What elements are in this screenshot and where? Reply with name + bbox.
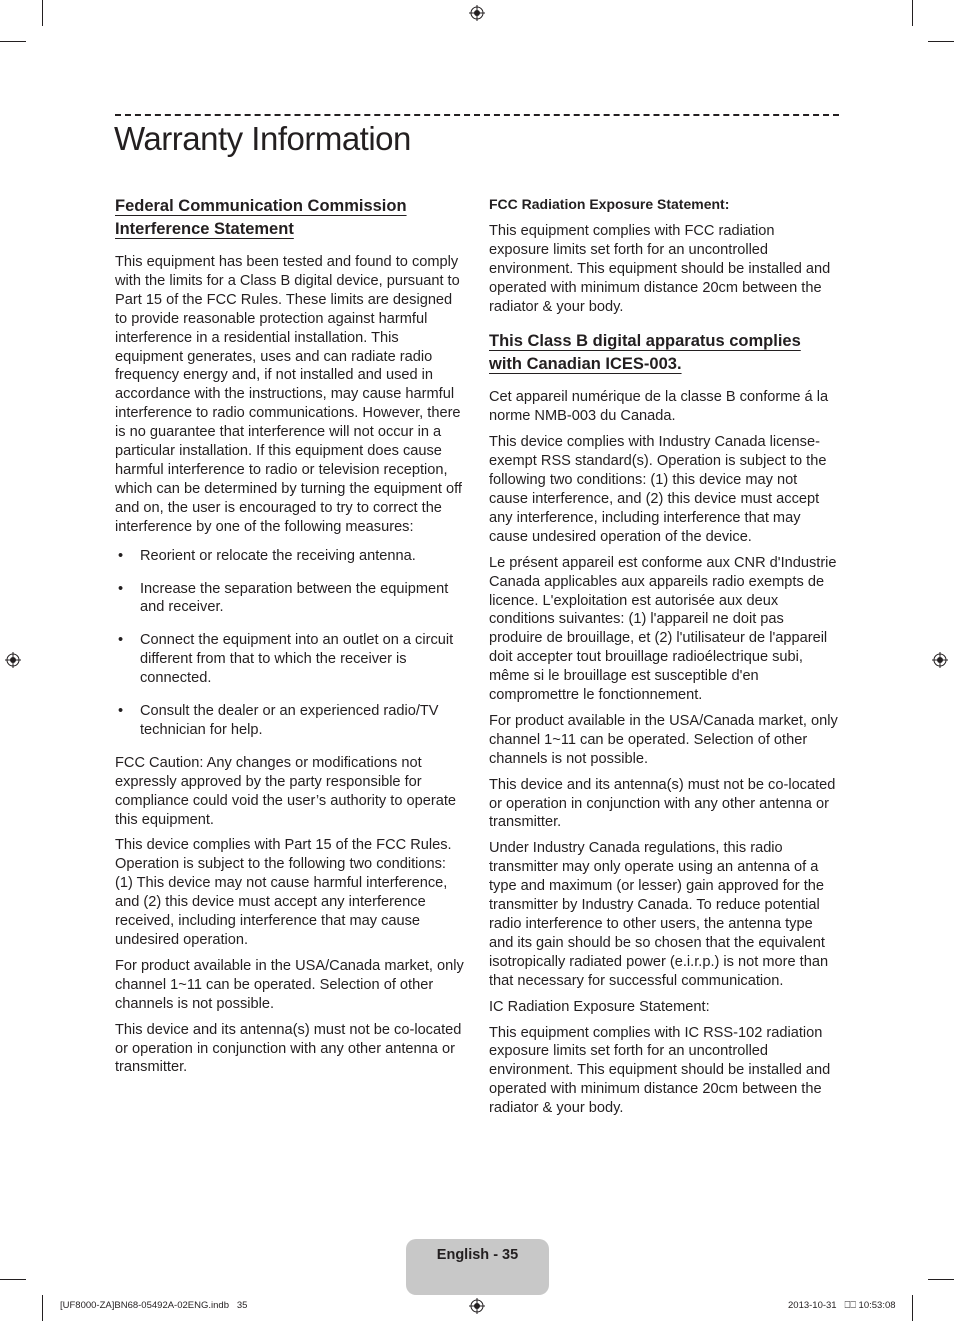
- page-title: Warranty Information: [114, 120, 411, 157]
- cnr-paragraph: Le présent appareil est conforme aux CNR d'Industrie Canada applicables aux appareils radio exempts de licence. L'exploitation est autorisée aux deux conditions suivantes: (1) l'appareil ne doit pas produire de brouillage, et (2) l'utilisateur de l'appareil doit accepter tout brouillage radioélectrique subi, même si le brouillage est susceptible d'en compromettre le fonctionnement.: [489, 554, 837, 704]
- crop-mark: [0, 1279, 26, 1280]
- fcc-intro-paragraph: This equipment has been tested and found to comply with the limits for a Class B digital device, pursuant to Part 15 of the FCC Rules. These limits are designed to provide reasonable protection against harmful interference in a residential installation. This equipment generates, uses and can radiate radio frequency energy and, if not installed and used in accordance with the instructions, may cause harmful interference to radio communications. However, there is no guarantee that interference will not occur in a particular installation. If this equipment does cause harmful interference to radio or television reception, which can be determined by turning the equipment off and on, the user is encouraged to try to correct the interference by one of the following measures:: [115, 254, 462, 535]
- crop-mark: [912, 0, 913, 26]
- registration-mark-icon: [5, 652, 21, 668]
- print-timestamp: 2013-10-31 ⎕⎕ 10:53:08: [788, 1300, 896, 1311]
- right-column: [489, 195, 838, 1125]
- fcc-interference-heading: Federal Communication Commission Interference Statement: [115, 197, 407, 238]
- channel-paragraph: For product available in the USA/Canada market, only channel 1~11 can be operated. Selection of other channels is not possible.: [489, 712, 838, 767]
- crop-mark: [928, 41, 954, 42]
- registration-mark-icon: [469, 5, 485, 21]
- industry-canada-paragraph: Under Industry Canada regulations, this radio transmitter may only operate using an antenna of a type and maximum (or lesser) gain approved for the transmitter by Industry Canada. To reduce potential radio interference to other users, the antenna type and its gain should be so chosen that the equivalent isotropically radiated power (e.i.r.p.) is not more than that necessary for successful communication.: [489, 840, 829, 989]
- title-divider: [115, 114, 839, 116]
- ic-radiation-paragraph: This equipment complies with IC RSS-102 radiation exposure limits set forth for an uncontrolled environment. This equipment should be installed and operated with minimum distance 20cm between the radiator & your body.: [489, 1024, 831, 1117]
- page-number-tab: [406, 1239, 549, 1295]
- fcc-radiation-paragraph: This equipment complies with FCC radiation exposure limits set forth for an uncontrolled environment. This equipment should be installed and operated with minimum distance 20cm between the radiator & your body.: [489, 222, 831, 315]
- ic-radiation-subheading: IC Radiation Exposure Statement:: [489, 998, 710, 1015]
- crop-mark: [928, 1279, 954, 1280]
- fcc-radiation-subheading: FCC Radiation Exposure Statement:: [489, 196, 730, 212]
- file-info: [UF8000-ZA]BN68-05492A-02ENG.indb 35: [60, 1300, 248, 1311]
- antenna-paragraph: This device and its antenna(s) must not be co-located or operation in conjunction with any other antenna or transmitter.: [115, 1021, 462, 1076]
- channel-paragraph: For product available in the USA/Canada market, only channel 1~11 can be operated. Selection of other channels is not possible.: [115, 957, 464, 1012]
- crop-mark: [912, 1295, 913, 1321]
- crop-mark: [42, 0, 43, 26]
- fcc-caution-paragraph: FCC Caution: Any changes or modifications not expressly approved by the party responsible for compliance could void the user’s authority to operate this equipment.: [115, 754, 456, 828]
- registration-mark-icon: [469, 1298, 485, 1314]
- part15-paragraph: This device complies with Part 15 of the FCC Rules. Operation is subject to the following two conditions: (1) This device may not cause harmful interference, and (2) this device must accept any interference received, including interference that may cause undesired operation.: [115, 837, 452, 948]
- page-number: English - 35: [436, 1247, 519, 1263]
- crop-mark: [42, 1295, 43, 1321]
- antenna-paragraph: This device and its antenna(s) must not be co-located or operation in conjunction with any other antenna or transmitter.: [489, 776, 836, 831]
- list-item: • Increase the separation between the equipment and receiver.: [115, 580, 464, 618]
- measures-list: [115, 547, 464, 740]
- registration-mark-icon: [932, 652, 948, 668]
- list-item: • Consult the dealer or an experienced radio/TV technician for help.: [115, 702, 464, 740]
- list-item: • Connect the equipment into an outlet on a circuit different from that to which the receiver is connected.: [115, 631, 464, 688]
- rss-paragraph: This device complies with Industry Canada license-exempt RSS standard(s). Operation is subject to the following two conditions: (1) this device may not cause interference, and (2) this device must accept any interference, including interference that may cause undesired operation of the device.: [489, 434, 827, 545]
- ices-heading: This Class B digital apparatus complies with Canadian ICES-003.: [489, 332, 801, 373]
- left-column: [115, 195, 464, 1084]
- crop-mark: [0, 41, 26, 42]
- nmb-paragraph: Cet appareil numérique de la classe B conforme á la norme NMB-003 du Canada.: [489, 389, 829, 425]
- list-item: • Reorient or relocate the receiving antenna.: [115, 547, 464, 566]
